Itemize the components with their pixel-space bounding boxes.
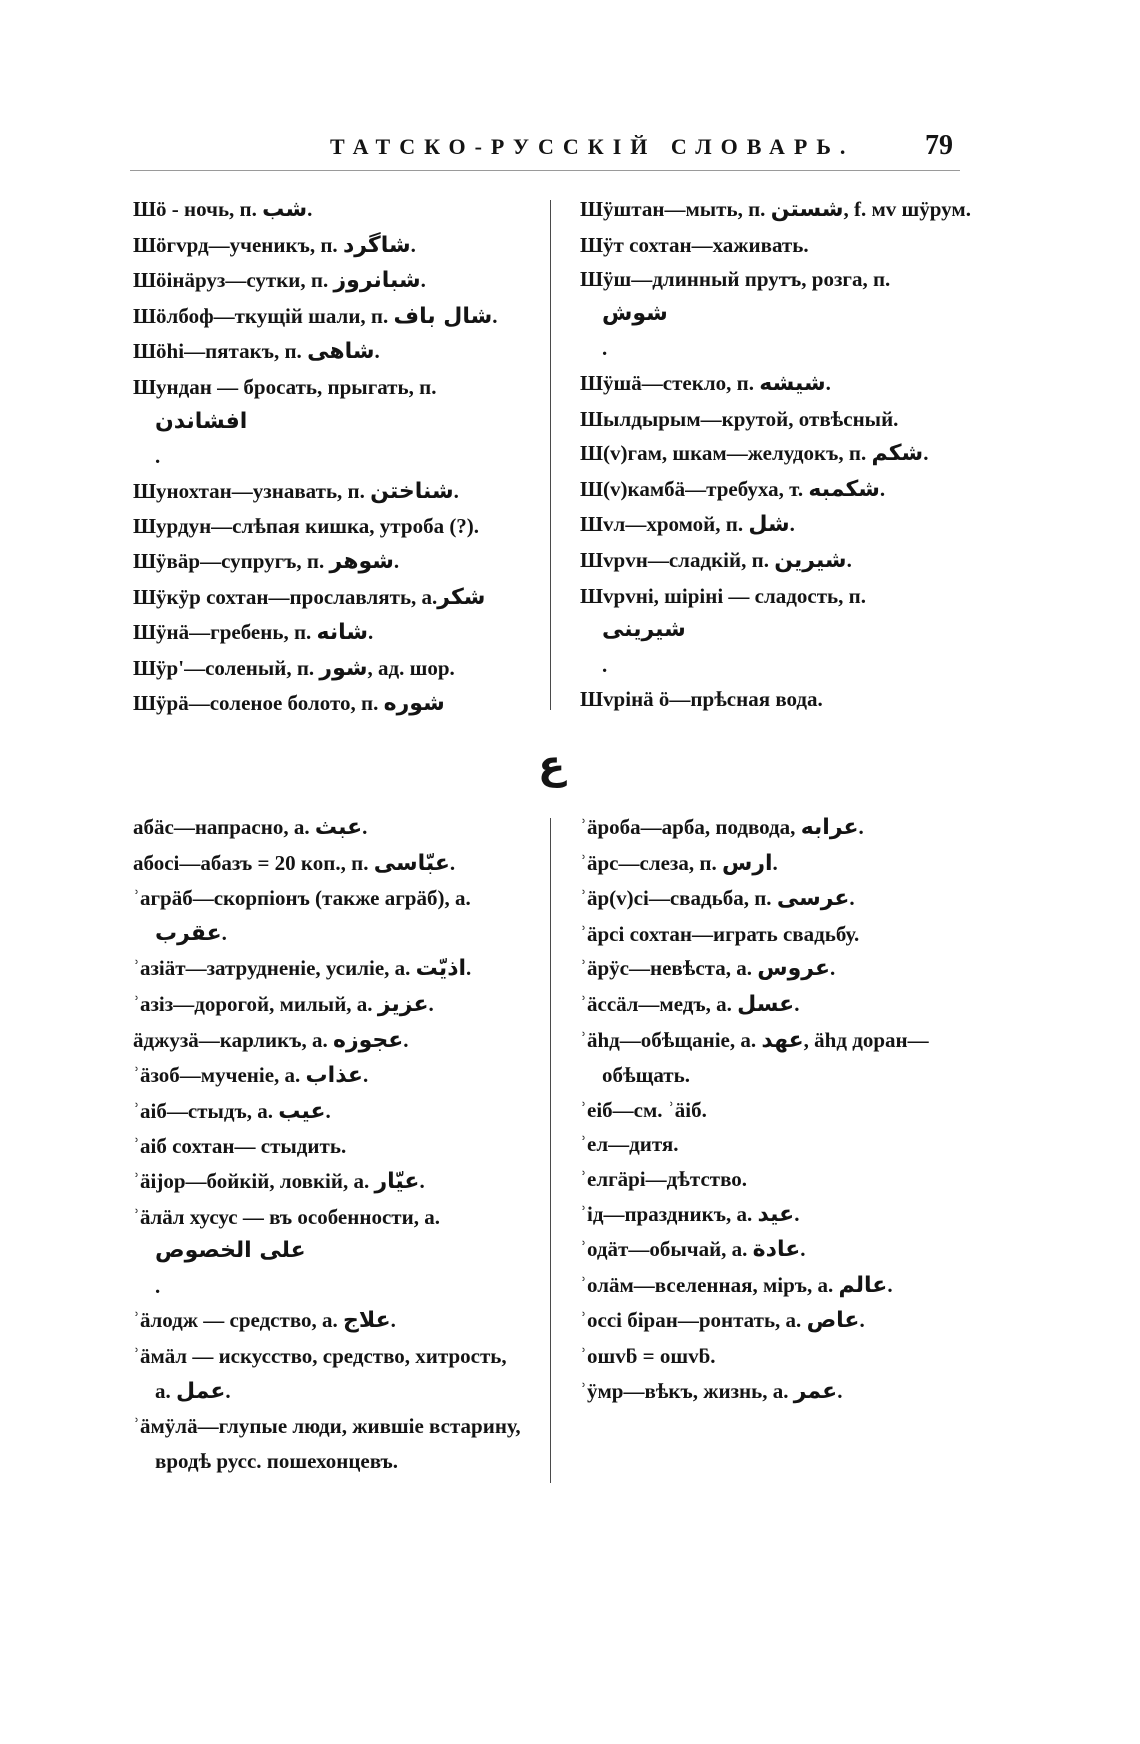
section2-left-column: [133, 810, 525, 1478]
dictionary-entry: [133, 1023, 525, 1059]
entry-arabic: عمل: [176, 1378, 226, 1404]
entry-arabic: شل: [748, 512, 790, 538]
dictionary-entry: [133, 987, 525, 1023]
entry-suffix: , ähд доран—обѣщать.: [602, 1027, 929, 1088]
entry-text: Шÿт сохтан—хаживать.: [580, 232, 809, 257]
dictionary-entry: [580, 436, 972, 472]
entry-suffix: .: [859, 1308, 865, 1333]
entry-suffix: .: [225, 1378, 231, 1403]
dictionary-entry: [133, 580, 525, 616]
dictionary-entry: [580, 1197, 972, 1233]
dictionary-entry: [580, 579, 972, 683]
entry-arabic: عیّار: [374, 1168, 420, 1194]
dictionary-entry: [133, 474, 525, 510]
entry-text: ʾäмäл — искусство, средство, хитрость, а.: [133, 1343, 507, 1403]
entry-suffix: .: [800, 1237, 806, 1262]
section1-left-column: [133, 192, 525, 722]
entry-suffix: .: [368, 620, 374, 645]
entry-text: абäс—напрасно, а.: [133, 815, 315, 839]
dictionary-entry: [133, 299, 525, 335]
entry-arabic: عیب: [278, 1098, 326, 1124]
entry-text: Шундан — бросать, прыгать, п.: [133, 374, 437, 399]
dictionary-entry: [580, 1093, 972, 1128]
dictionary-entry: [133, 881, 525, 951]
entry-text: Шылдырым—крутой, отвѣсный.: [580, 406, 899, 431]
entry-text: ʾaiб—стыдъ, а.: [133, 1098, 279, 1123]
section1-right-column: [580, 192, 972, 717]
entry-arabic: شب: [262, 197, 308, 222]
dictionary-entry: [580, 402, 972, 437]
entry-arabic: عمر: [793, 1378, 838, 1404]
page-number: 79: [925, 130, 953, 161]
entry-arabic: شستن: [770, 197, 844, 222]
entry-text: Ш(v)камбä—требуха, т.: [580, 476, 809, 501]
dictionary-entry: [580, 192, 972, 228]
entry-arabic: شكمبه: [808, 476, 880, 502]
dictionary-entry: [133, 651, 525, 687]
entry-text: абосi—абазъ = 20 коп., п.: [133, 850, 374, 875]
entry-text: Шÿр'—соленый, п.: [133, 655, 320, 680]
entry-suffix: .: [887, 1272, 893, 1297]
entry-suffix: .: [362, 815, 368, 839]
entry-text: ʾäрсi сохтан—играть свадьбу.: [580, 921, 860, 946]
entry-arabic: شكم: [871, 441, 924, 467]
entry-arabic: شوهر: [329, 548, 394, 574]
dictionary-entry: [580, 543, 972, 579]
entry-suffix: .: [453, 478, 459, 503]
dictionary-entry: [580, 1374, 972, 1410]
dictionary-entry: [580, 810, 972, 846]
entry-arabic: عاص: [806, 1308, 860, 1334]
entry-text: Шö - ночь, п.: [133, 197, 263, 221]
entry-text: Шÿш—длинный прутъ, розга, п.: [580, 267, 891, 292]
entry-arabic: ارس: [721, 850, 773, 876]
entry-suffix: .: [789, 512, 795, 537]
entry-text: Шунохтан—узнавать, п.: [133, 478, 371, 503]
entry-arabic: عقرب: [155, 920, 222, 946]
entry-text: ʾäссäл—медъ, а.: [580, 991, 738, 1016]
dictionary-entry: [580, 1268, 972, 1304]
dictionary-entry: [133, 1409, 525, 1478]
entry-text: ʾaiб сохтан— стыдить.: [133, 1134, 347, 1159]
dictionary-entry: [580, 987, 972, 1023]
entry-suffix: .: [155, 444, 161, 469]
entry-arabic: عید: [757, 1201, 795, 1227]
dictionary-entry: [133, 1303, 525, 1339]
entry-text: ʾоссi біран—ронтать, а.: [580, 1308, 807, 1333]
section2-right-column: [580, 810, 972, 1409]
dictionary-entry: [133, 334, 525, 370]
entry-arabic: شیرین: [774, 547, 847, 573]
dictionary-entry: [133, 544, 525, 580]
entry-arabic: عذاب: [305, 1063, 363, 1089]
entry-arabic: عسل: [737, 991, 795, 1017]
entry-text: ʾäлäл хусус — въ особенности, а.: [133, 1204, 440, 1229]
dictionary-entry: [133, 686, 525, 722]
entry-text: Шÿвäр—супругъ, п.: [133, 548, 330, 573]
entry-text: ʾолäм—вселенная, міръ, а.: [580, 1272, 839, 1297]
dictionary-entry: [580, 1303, 972, 1339]
entry-suffix: .: [393, 548, 400, 573]
entry-arabic: شاهی: [307, 339, 375, 365]
entry-suffix: .: [923, 441, 929, 466]
entry-suffix: .: [846, 547, 852, 572]
entry-suffix: .: [325, 1098, 331, 1123]
dictionary-entry: [580, 366, 972, 402]
entry-arabic: شیشه: [759, 370, 826, 396]
entry-text: Шÿшä—стекло, п.: [580, 370, 760, 395]
entry-arabic: عادة: [752, 1237, 801, 1263]
entry-arabic: شوره: [383, 691, 445, 717]
entry-text: Шvрiнä ö—прѣсная вода.: [580, 687, 823, 712]
dictionary-entry: [133, 1058, 525, 1094]
dictionary-entry: [580, 472, 972, 508]
header-rule: [130, 170, 960, 171]
dictionary-entry: [133, 370, 525, 474]
entry-suffix: , ад. шор.: [367, 655, 455, 680]
entry-arabic: شناختن: [370, 478, 454, 504]
entry-text: ʾеiб—см. ʾäiб.: [580, 1097, 707, 1122]
entry-arabic: شال باف: [393, 303, 493, 329]
entry-text: ʾошvƃ = ошvƃ.: [580, 1343, 716, 1368]
entry-text: ʾÿмр—вѣкъ, жизнь, а.: [580, 1378, 794, 1403]
entry-suffix: .: [837, 1378, 843, 1403]
dictionary-entry: [133, 228, 525, 264]
dictionary-entry: [580, 881, 972, 917]
entry-text: ʾäр(v)сi—свадьба, п.: [580, 886, 777, 911]
entry-arabic: عهد: [761, 1027, 804, 1053]
dictionary-entry: [133, 810, 525, 846]
entry-suffix: .: [449, 850, 456, 875]
entry-arabic: عبّاسی: [373, 850, 450, 876]
dictionary-entry: [133, 846, 525, 882]
entry-suffix: .: [390, 1308, 396, 1333]
entry-arabic: علاج: [343, 1308, 391, 1334]
entry-suffix: .: [772, 850, 778, 875]
entry-text: ʾäрÿс—невѣста, а.: [580, 956, 758, 981]
entry-text: Шöгvрд—ученикъ, п.: [133, 232, 343, 257]
section2-column-divider: [550, 818, 551, 1483]
entry-suffix: .: [410, 232, 416, 257]
entry-suffix: .: [825, 370, 831, 395]
entry-arabic: شاگرد: [342, 232, 411, 258]
dictionary-entry: [580, 917, 972, 952]
entry-suffix: .: [419, 1168, 425, 1193]
dictionary-entry: [133, 951, 525, 987]
entry-text: ʾазiäт—затрудненіе, усиліе, а.: [133, 956, 416, 981]
entry-suffix: .: [602, 336, 608, 361]
entry-text: Шÿнä—гребень, п.: [133, 620, 317, 645]
dictionary-entry: [580, 682, 972, 717]
dictionary-entry: [133, 1164, 525, 1200]
entry-suffix: .: [794, 991, 800, 1016]
entry-arabic: شكر: [437, 584, 486, 610]
section1-column-divider: [550, 200, 551, 710]
entry-suffix: .: [155, 1273, 161, 1298]
dictionary-entry: [133, 615, 525, 651]
dictionary-entry: [580, 846, 972, 882]
entry-text: ʾел—дитя.: [580, 1132, 679, 1157]
entry-text: ʾiд—праздникъ, а.: [580, 1201, 758, 1226]
entry-text: Шÿкÿр сохтан—прославлять, а.: [133, 584, 438, 609]
dictionary-entry: [133, 1200, 525, 1304]
entry-text: Шÿштан—мыть, п.: [580, 197, 771, 221]
entry-text: ʾазiз—дорогой, милый, а.: [133, 991, 378, 1016]
entry-text: ʾелгäрi—дѣтство.: [580, 1166, 748, 1191]
entry-text: Шvл—хромой, п.: [580, 512, 749, 537]
entry-suffix: .: [362, 1063, 369, 1088]
entry-arabic: عجوزه: [332, 1027, 404, 1053]
entry-text: ʾагрäб—скорпіонъ (также агрäб), а.: [133, 886, 471, 911]
entry-suffix: .: [307, 197, 313, 221]
entry-text: Шöлбоф—ткущій шали, п.: [133, 303, 394, 328]
entry-suffix: .: [879, 476, 886, 501]
entry-arabic: افشاندن: [155, 408, 248, 434]
entry-arabic: شیرینی: [602, 617, 686, 643]
entry-text: Шöiнäруз—сутки, п.: [133, 268, 334, 293]
entry-suffix: .: [403, 1027, 409, 1052]
entry-text: ʾодäт—обычай, а.: [580, 1237, 753, 1262]
entry-text: äджузä—карликъ, а.: [133, 1027, 333, 1052]
entry-suffix: .: [858, 815, 864, 839]
dictionary-entry: [133, 192, 525, 228]
entry-suffix: .: [221, 920, 227, 945]
running-title: ТАТСКО-РУССКІЙ СЛОВАРЬ.: [330, 134, 855, 159]
entry-arabic: عبث: [314, 815, 363, 840]
entry-suffix: .: [428, 991, 434, 1016]
dictionary-entry: [133, 1129, 525, 1164]
dictionary-entry: [133, 509, 525, 544]
dictionary-entry: [580, 1162, 972, 1197]
entry-suffix: .: [492, 303, 498, 328]
entry-text: ʾäрс—слеза, п.: [580, 850, 722, 875]
entry-text: ʾäлодж — средство, а.: [133, 1308, 344, 1333]
entry-suffix: .: [602, 652, 608, 677]
entry-arabic: عرابه: [800, 815, 859, 840]
dictionary-entry: [580, 951, 972, 987]
entry-arabic: شانه: [316, 620, 369, 646]
entry-arabic: اذیّت: [415, 956, 467, 982]
entry-arabic: عروس: [757, 956, 830, 982]
entry-suffix: .: [794, 1201, 800, 1226]
entry-arabic: عزیز: [377, 991, 429, 1017]
entry-arabic: شبانروز: [333, 268, 421, 294]
entry-text: ʾäзоб—мученіе, а.: [133, 1063, 306, 1088]
dictionary-entry: [580, 507, 972, 543]
entry-arabic: على الخصوص: [155, 1238, 306, 1264]
section-letter-ain: ع: [538, 742, 566, 788]
dictionary-entry: [580, 1023, 972, 1093]
entry-suffix: .: [849, 886, 855, 911]
dictionary-entry: [580, 228, 972, 263]
entry-text: Шурдун—слѣпая кишка, утроба (?).: [133, 514, 480, 539]
entry-text: Шvрvнi, шiрiнi — сладость, п.: [580, 583, 867, 608]
entry-suffix: .: [420, 268, 426, 293]
entry-arabic: شوش: [602, 300, 668, 326]
entry-text: ʾäроба—арба, подвода,: [580, 815, 801, 839]
entry-text: ʾäмÿлä—глупые люди, жившіе встарину, вродѣ русс. пошехонцевъ.: [133, 1414, 521, 1473]
dictionary-entry: [580, 1339, 972, 1374]
entry-text: ʾäijор—бойкій, ловкій, а.: [133, 1168, 375, 1193]
entry-arabic: عالم: [838, 1272, 888, 1298]
dictionary-entry: [133, 263, 525, 299]
entry-text: Шÿрä—соленое болото, п.: [133, 691, 384, 716]
dictionary-entry: [580, 262, 972, 366]
entry-suffix: .: [466, 956, 472, 981]
entry-arabic: عرسی: [776, 886, 850, 912]
entry-text: Шöhi—пятакъ, п.: [133, 339, 308, 364]
entry-suffix: .: [830, 956, 836, 981]
entry-suffix: .: [374, 339, 380, 364]
dictionary-entry: [580, 1232, 972, 1268]
entry-text: Ш(v)гам, шкам—желудокъ, п.: [580, 441, 872, 466]
entry-text: Шvрvн—сладкій, п.: [580, 547, 775, 572]
entry-arabic: شور: [319, 655, 368, 681]
dictionary-entry: [133, 1094, 525, 1130]
entry-suffix: , f. мv шÿрум.: [843, 197, 971, 221]
dictionary-entry: [580, 1127, 972, 1162]
dictionary-entry: [133, 1339, 525, 1409]
entry-text: ʾähд—обѣщаніе, а.: [580, 1027, 762, 1052]
